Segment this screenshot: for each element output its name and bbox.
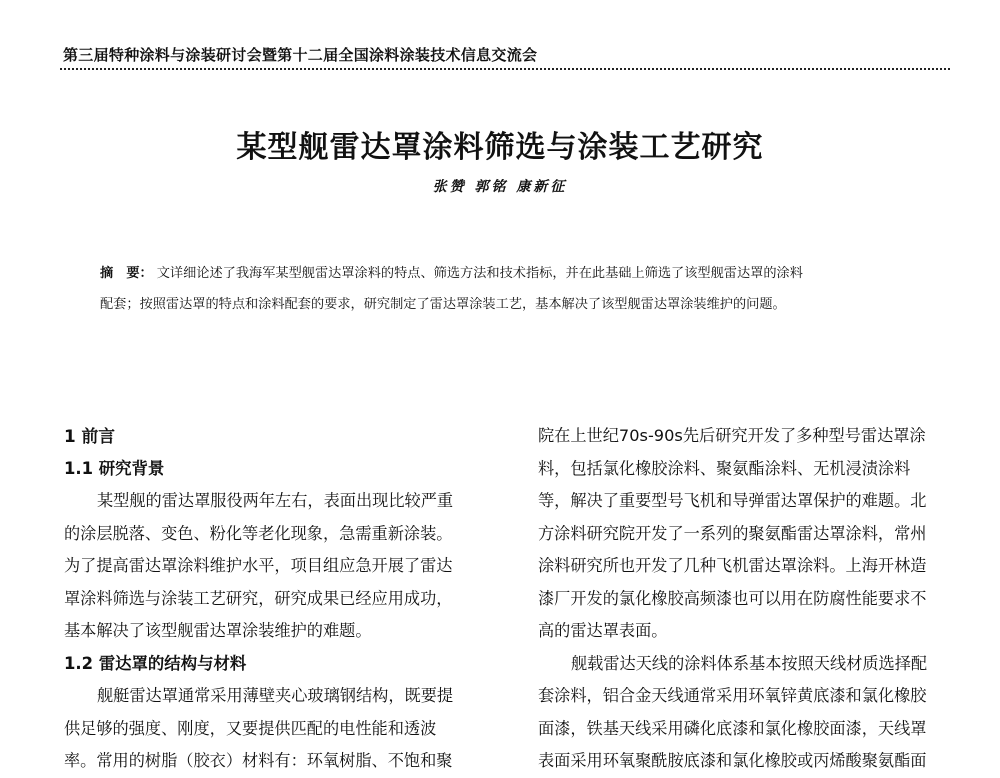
body-line: 方涂料研究院开发了一系列的聚氨酯雷达罩涂料，常州 <box>538 523 927 543</box>
abstract-line-2: 配套；按照雷达罩的特点和涂料配套的要求，研究制定了雷达罩涂装工艺，基本解决了该型舰雷达罩涂装维护的问题。 <box>100 297 786 312</box>
body-line: 舰载雷达天线的涂料体系基本按照天线材质选择配 <box>571 653 928 673</box>
body-line: 表面采用环氧聚酰胺底漆和氯化橡胶或丙烯酸聚氨酯面 <box>538 751 927 770</box>
left-column <box>64 420 482 778</box>
body-line: 涂料研究所也开发了几种飞机雷达罩涂料。上海开林造 <box>538 556 927 575</box>
section-heading-1-2: 1.2 雷达罩的结构与材料 <box>64 653 247 673</box>
body-line: 料，包括氯化橡胶涂料、聚氨酯涂料、无机浸渍涂料 <box>538 458 911 478</box>
body-line: 面漆，铁基天线采用磷化底漆和氯化橡胶面漆，天线罩 <box>538 718 927 738</box>
body-line: 罩涂料筛选与涂装工艺研究，研究成果已经应用成功， <box>64 588 453 608</box>
body-line: 的涂层脱落、变色、粉化等老化现象，急需重新涂装。 <box>64 523 453 543</box>
section-heading-1: 1 前言 <box>64 426 116 446</box>
running-header: 第三届特种涂料与涂装研讨会暨第十二届全国涂料涂装技术信息交流会 <box>63 46 538 64</box>
body-line: 基本解决了该型舰雷达罩涂装维护的难题。 <box>64 621 372 640</box>
body-line: 套涂料，铝合金天线通常采用环氧锌黄底漆和氯化橡胶 <box>538 686 927 705</box>
abstract-label: 摘 要： <box>100 266 153 281</box>
body-line: 高的雷达罩表面。 <box>538 621 668 640</box>
body-line: 率。常用的树脂（胶衣）材料有：环氧树脂、不饱和聚 <box>64 751 453 770</box>
body-line: 等，解决了重要型号飞机和导弹雷达罩保护的难题。北 <box>538 491 927 510</box>
abstract-line-1 <box>100 258 915 289</box>
paper-authors: 张赞 郭铭 康新征 <box>432 179 568 195</box>
body-line: 某型舰的雷达罩服役两年左右，表面出现比较严重 <box>97 491 454 510</box>
body-line: 为了提高雷达罩涂料维护水平，项目组应急开展了雷达 <box>64 556 453 575</box>
paper-title: 某型舰雷达罩涂料筛选与涂装工艺研究 <box>236 130 764 165</box>
body-line: 供足够的强度、刚度，又要提供匹配的电性能和透波 <box>64 718 437 738</box>
abstract-text-1: 文详细论述了我海军某型舰雷达罩涂料的特点、筛选方法和技术指标，并在此基础上筛选了该型舰雷达罩的涂料 <box>156 266 803 281</box>
body-line: 舰艇雷达罩通常采用薄壁夹心玻璃钢结构，既要提 <box>97 686 454 705</box>
right-column <box>538 420 956 778</box>
abstract <box>100 258 915 320</box>
body-line: 院在上世纪70s-90s先后研究开发了多种型号雷达罩涂 <box>538 426 926 445</box>
section-heading-1-1: 1.1 研究背景 <box>64 458 165 478</box>
body-line: 漆厂开发的氯化橡胶高频漆也可以用在防腐性能要求不 <box>538 588 927 608</box>
header-dotted-rule <box>60 68 950 70</box>
